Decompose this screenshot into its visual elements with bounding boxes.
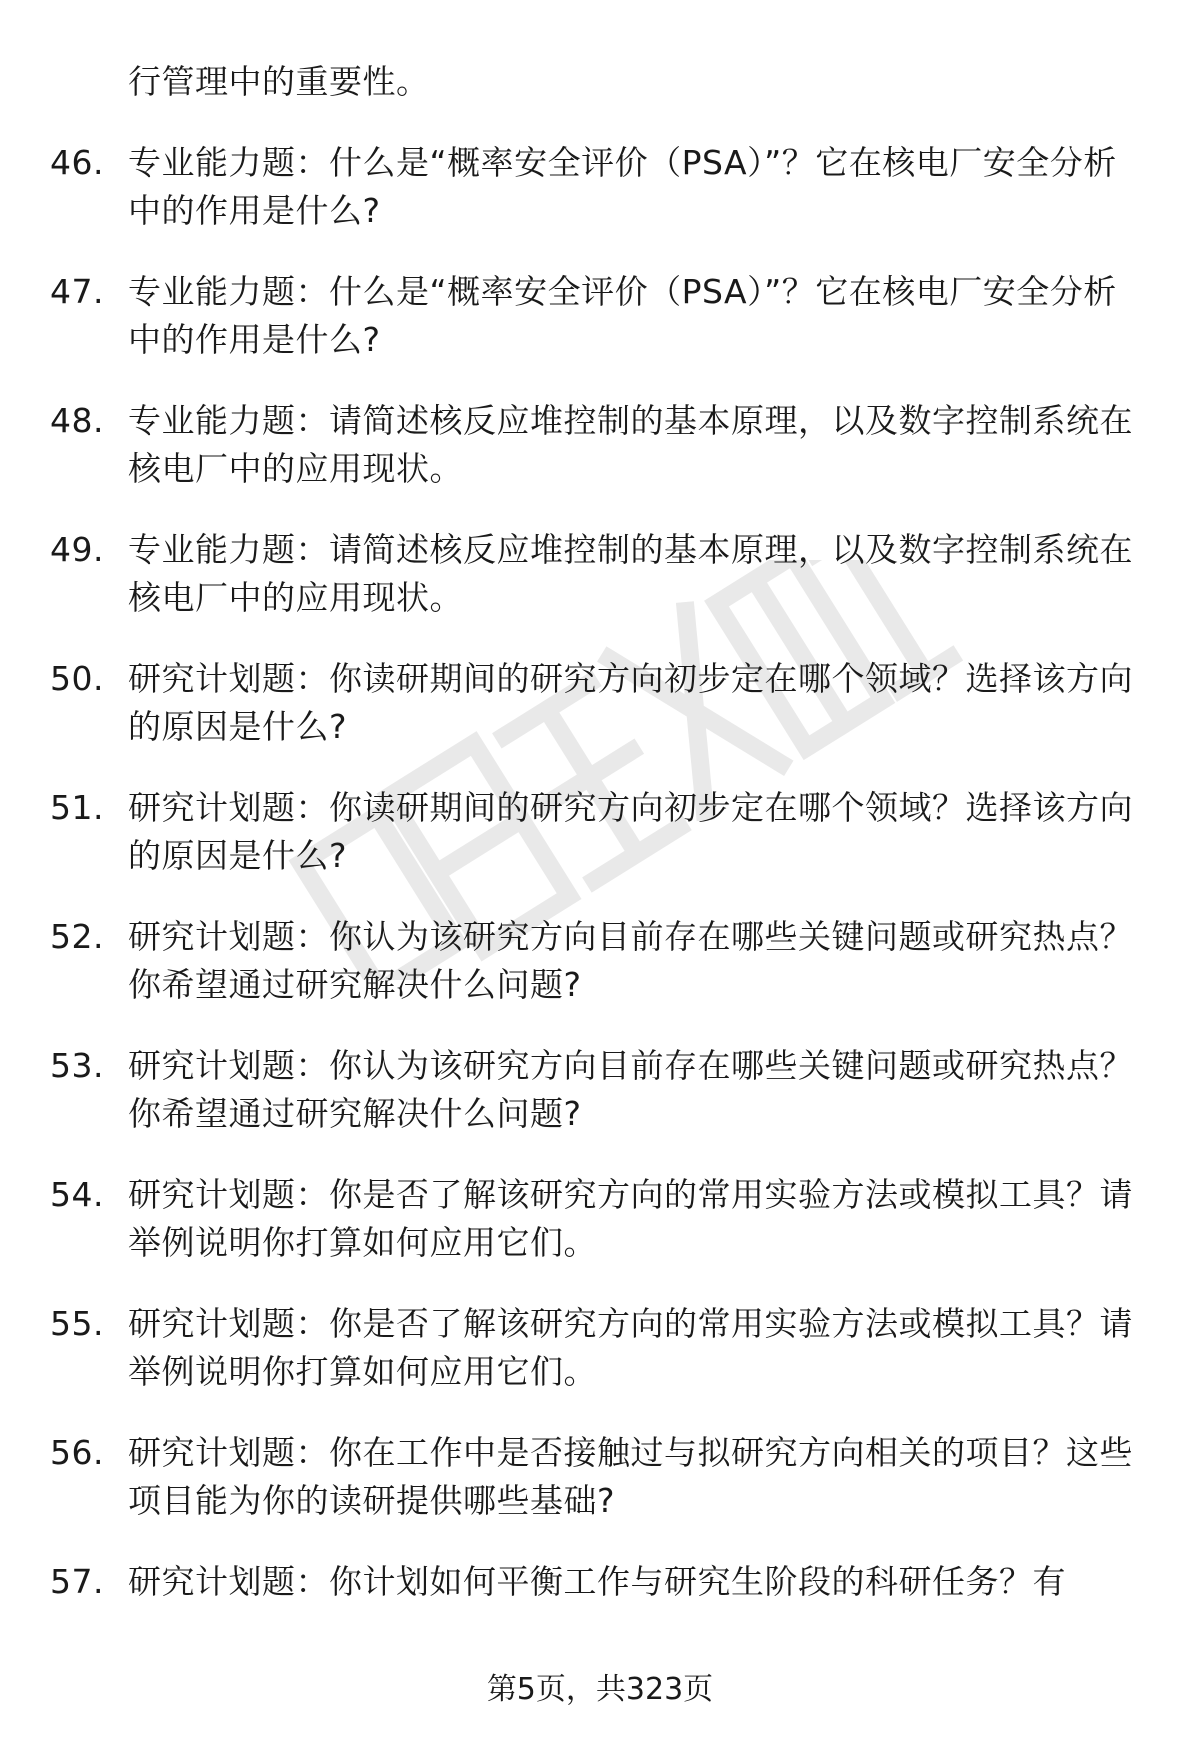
list-item xyxy=(0,784,1200,880)
item-number: 46. xyxy=(50,143,104,182)
item-text: 研究计划题：你读研期间的研究方向初步定在哪个领域？选择该方向的原因是什么? xyxy=(128,788,1133,875)
item-text: 专业能力题：什么是“概率安全评价（PSA）”？它在核电厂安全分析中的作用是什么? xyxy=(128,143,1117,230)
item-number: 47. xyxy=(50,272,104,311)
item-text: 研究计划题：你是否了解该研究方向的常用实验方法或模拟工具？请举例说明你打算如何应用它们。 xyxy=(128,1304,1133,1391)
list-item xyxy=(0,397,1200,493)
list-item xyxy=(0,139,1200,235)
item-number: 52. xyxy=(50,917,104,956)
list-item xyxy=(0,1429,1200,1525)
continuation-text: 行管理中的重要性。 xyxy=(128,62,430,101)
item-text: 专业能力题：请简述核反应堆控制的基本原理，以及数字控制系统在核电厂中的应用现状。 xyxy=(128,530,1133,617)
item-number: 50. xyxy=(50,659,104,698)
item-text: 专业能力题：什么是“概率安全评价（PSA）”？它在核电厂安全分析中的作用是什么? xyxy=(128,272,1117,359)
item-number: 49. xyxy=(50,530,104,569)
item-number: 55. xyxy=(50,1304,104,1343)
item-text: 研究计划题：你计划如何平衡工作与研究生阶段的科研任务？有 xyxy=(128,1562,1066,1601)
list-item xyxy=(0,1171,1200,1267)
item-text: 研究计划题：你是否了解该研究方向的常用实验方法或模拟工具？请举例说明你打算如何应用它们。 xyxy=(128,1175,1133,1262)
document-body xyxy=(0,58,1200,1606)
list-item xyxy=(0,913,1200,1009)
list-item xyxy=(0,268,1200,364)
item-number: 57. xyxy=(50,1562,104,1601)
item-text: 研究计划题：你读研期间的研究方向初步定在哪个领域？选择该方向的原因是什么? xyxy=(128,659,1133,746)
item-number: 53. xyxy=(50,1046,104,1085)
item-text: 研究计划题：你在工作中是否接触过与拟研究方向相关的项目？这些项目能为你的读研提供哪些基础? xyxy=(128,1433,1133,1520)
list-item xyxy=(0,655,1200,751)
page-footer: 第5页，共323页 xyxy=(486,1672,714,1707)
item-text: 专业能力题：请简述核反应堆控制的基本原理，以及数字控制系统在核电厂中的应用现状。 xyxy=(128,401,1133,488)
list-item xyxy=(0,1558,1200,1606)
item-text: 研究计划题：你认为该研究方向目前存在哪些关键问题或研究热点？你希望通过研究解决什么问题? xyxy=(128,917,1133,1004)
list-item xyxy=(0,526,1200,622)
list-item xyxy=(0,1300,1200,1396)
item-number: 54. xyxy=(50,1175,104,1214)
item-number: 48. xyxy=(50,401,104,440)
item-number: 56. xyxy=(50,1433,104,1472)
item-text: 研究计划题：你认为该研究方向目前存在哪些关键问题或研究热点？你希望通过研究解决什么问题? xyxy=(128,1046,1133,1133)
list-item xyxy=(0,1042,1200,1138)
item-number: 51. xyxy=(50,788,104,827)
